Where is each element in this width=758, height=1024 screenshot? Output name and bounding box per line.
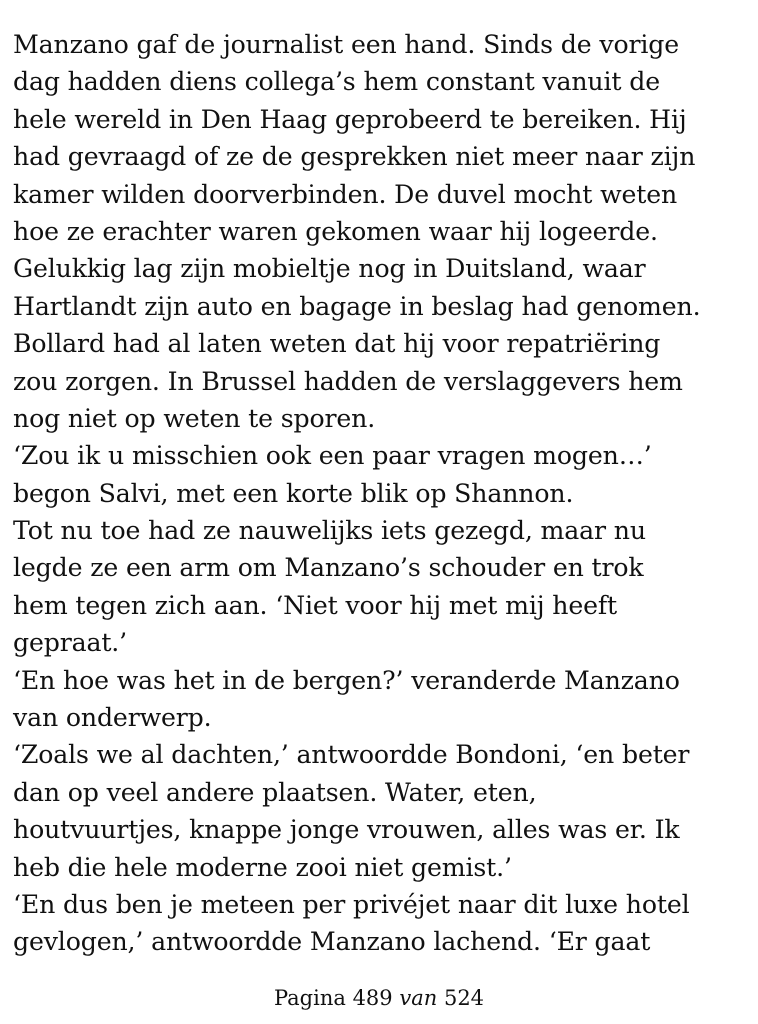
text-line: hele wereld in Den Haag geprobeerd te bereiken. Hij xyxy=(13,104,687,134)
text-line: Hartlandt zijn auto en bagage in beslag had genomen. xyxy=(13,291,701,321)
text-line: begon Salvi, met een korte blik op Shannon. xyxy=(13,478,574,508)
text-line: ‘En hoe was het in de bergen?’ veranderde Manzano xyxy=(13,665,680,695)
page-label: Pagina xyxy=(273,986,346,1010)
text-line: ‘En dus ben je meteen per privéjet naar dit luxe hotel xyxy=(13,889,690,919)
text-line: had gevraagd of ze de gesprekken niet meer naar zijn xyxy=(13,142,696,172)
total-pages-number: 524 xyxy=(443,986,485,1010)
text-line: van onderwerp. xyxy=(13,703,212,733)
text-line: ‘Zoals we al dachten,’ antwoordde Bondoni, ‘en beter xyxy=(13,740,690,770)
current-page-number: 489 xyxy=(352,986,393,1010)
text-line: hoe ze erachter waren gekomen waar hij logeerde. xyxy=(13,216,658,246)
text-line: kamer wilden doorverbinden. De duvel mocht weten xyxy=(13,179,678,209)
text-line: legde ze een arm om Manzano’s schouder en trok xyxy=(13,553,644,583)
text-line: Manzano gaf de journalist een hand. Sinds de vorige xyxy=(13,30,679,59)
text-line: hem tegen zich aan. ‘Niet voor hij met mij heeft xyxy=(13,590,618,620)
text-line: Tot nu toe had ze nauwelijks iets gezegd, maar nu xyxy=(13,516,646,546)
text-line: nog niet op weten te sporen. xyxy=(13,403,376,433)
text-line: ‘Zou ik u misschien ook een paar vragen mogen…’ xyxy=(13,441,652,471)
of-label: van xyxy=(399,986,438,1010)
text-line: houtvuurtjes, knappe jonge vrouwen, alles was er. Ik xyxy=(13,815,680,845)
text-line: gevlogen,’ antwoordde Manzano lachend. ‘Er gaat xyxy=(13,927,651,957)
text-line: gepraat.’ xyxy=(13,628,128,658)
page-text xyxy=(13,26,753,961)
page-indicator xyxy=(0,984,758,1012)
text-line: dag hadden diens collega’s hem constant vanuit de xyxy=(13,67,660,97)
text-line: heb die hele moderne zooi niet gemist.’ xyxy=(13,852,512,882)
text-line: Gelukkig lag zijn mobieltje nog in Duitsland, waar xyxy=(13,254,646,284)
text-line: Bollard had al laten weten dat hij voor repatriëring xyxy=(13,329,661,359)
text-line: dan op veel andere plaatsen. Water, eten, xyxy=(13,777,537,807)
text-line: zou zorgen. In Brussel hadden de verslaggevers hem xyxy=(13,366,683,396)
